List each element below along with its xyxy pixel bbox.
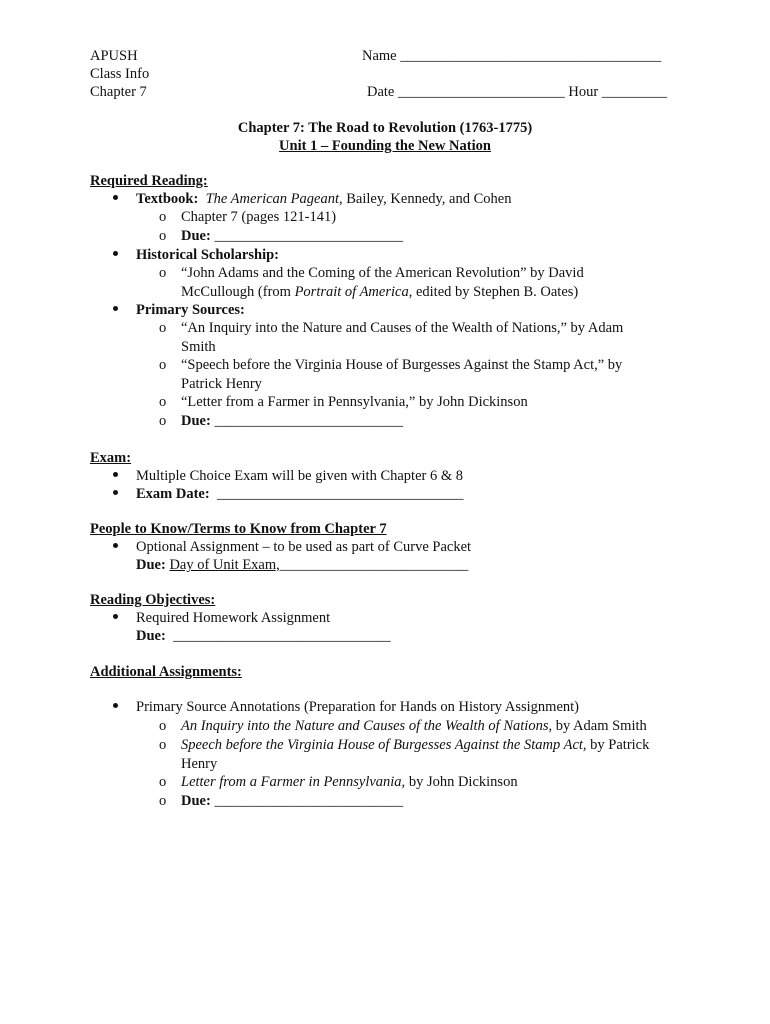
header-class-info: Class Info [90,66,150,82]
annotation-author-3: by John Dickinson [405,774,518,790]
due-label: Due: [181,228,211,244]
primary-source-2-line2: Patrick Henry [181,376,262,392]
bullet-icon [113,306,118,311]
sub-bullet-icon: o [159,718,167,734]
annotations-due-field[interactable] [181,792,403,810]
textbook-due[interactable] [181,227,403,245]
primary-source-1-line2: Smith [181,339,216,355]
people-terms-heading: People to Know/Terms to Know from Chapter 7 [90,521,387,537]
name-field[interactable]: Name ____________________________________ [362,48,662,64]
sub-bullet-icon: o [159,774,167,790]
people-due-field[interactable] [136,556,468,574]
bullet-icon [113,490,118,495]
due-blank[interactable]: __________________________ [214,228,403,244]
annotation-title-2: Speech before the Virginia House of Burgesses Against the Stamp Act, [181,737,587,753]
bullet-icon [113,472,118,477]
annotation-source-3 [181,773,518,791]
unit-title-wrap [0,137,770,155]
primary-sources-due[interactable] [181,412,403,430]
textbook-item [136,190,511,208]
historical-reading-line1: “John Adams and the Coming of the American Revolution” by David [181,265,584,281]
sub-bullet-icon: o [159,357,167,373]
page-title: Chapter 7: The Road to Revolution (1763-1775) [237,120,533,136]
hist-text-b: , edited by Stephen B. Oates) [408,284,579,300]
historical-reading-line2 [181,283,578,301]
exam-date-blank[interactable]: __________________________________ [216,486,464,502]
exam-date-field[interactable] [136,485,463,503]
header-chapter: Chapter 7 [90,84,147,100]
textbook-title: The American Pageant [205,191,339,207]
primary-source-2-line1: “Speech before the Virginia House of Burgesses Against the Stamp Act,” by [181,357,623,373]
reading-objectives-heading: Reading Objectives: [90,592,216,608]
due-blank[interactable]: ______________________________ [173,628,391,644]
due-blank[interactable]: __________________________ [279,557,469,573]
sub-bullet-icon: o [159,228,167,244]
due-blank[interactable]: __________________________ [214,413,403,429]
optional-assignment-item: Optional Assignment – to be used as part of Curve Packet [136,539,472,555]
annotation-source-1 [181,717,647,735]
sub-bullet-icon: o [159,413,167,429]
bullet-icon [113,614,118,619]
unit-title: Unit 1 – Founding the New Nation [279,138,491,154]
due-label: Due: [181,413,211,429]
sub-bullet-icon: o [159,737,167,753]
due-label: Due: [136,628,166,644]
annotation-title-1: An Inquiry into the Nature and Causes of the Wealth of Nations, [181,718,553,734]
exam-item: Multiple Choice Exam will be given with Chapter 6 & 8 [136,468,464,484]
due-value: Day of Unit Exam, [169,557,280,573]
required-reading-heading: Required Reading: [90,173,208,189]
annotation-author-2: by Patrick [586,737,650,753]
date-hour-field[interactable]: Date _______________________ Hour _________ [367,84,668,100]
primary-source-1-line1: “An Inquiry into the Nature and Causes of the Wealth of Nations,” by Adam [181,320,624,336]
due-blank[interactable]: __________________________ [214,793,403,809]
annotations-item: Primary Source Annotations (Preparation for Hands on History Assignment) [136,699,579,715]
sub-bullet-icon: o [159,265,167,281]
sub-bullet-icon: o [159,394,167,410]
annotation-source-2 [181,736,649,754]
exam-date-label: Exam Date: [136,486,210,502]
chapter-pages: Chapter 7 (pages 121-141) [181,209,337,225]
bullet-icon [113,703,118,708]
sub-bullet-icon: o [159,793,167,809]
bullet-icon [113,251,118,256]
due-label: Due: [181,793,211,809]
reading-objectives-due-field[interactable] [136,627,391,645]
bullet-icon [113,543,118,548]
annotation-author-1: by Adam Smith [552,718,647,734]
exam-heading: Exam: [90,450,132,466]
sub-bullet-icon: o [159,320,167,336]
annotation-source-2-line2: Henry [181,756,218,772]
textbook-authors: , Bailey, Kennedy, and Cohen [339,191,512,207]
additional-assignments-heading: Additional Assignments: [90,664,242,680]
header-course: APUSH [90,48,138,64]
textbook-label: Textbook: [136,191,199,207]
annotation-title-3: Letter from a Farmer in Pennsylvania, [181,774,406,790]
sub-bullet-icon: o [159,209,167,225]
due-label: Due: [136,557,166,573]
primary-sources-label: Primary Sources: [136,302,245,318]
homework-item: Required Homework Assignment [136,610,331,626]
historical-scholarship-label: Historical Scholarship: [136,247,279,263]
primary-source-3: “Letter from a Farmer in Pennsylvania,” by John Dickinson [181,394,528,410]
hist-book-title: Portrait of America [294,284,409,300]
hist-text-a: McCullough (from [181,284,295,300]
bullet-icon [113,195,118,200]
